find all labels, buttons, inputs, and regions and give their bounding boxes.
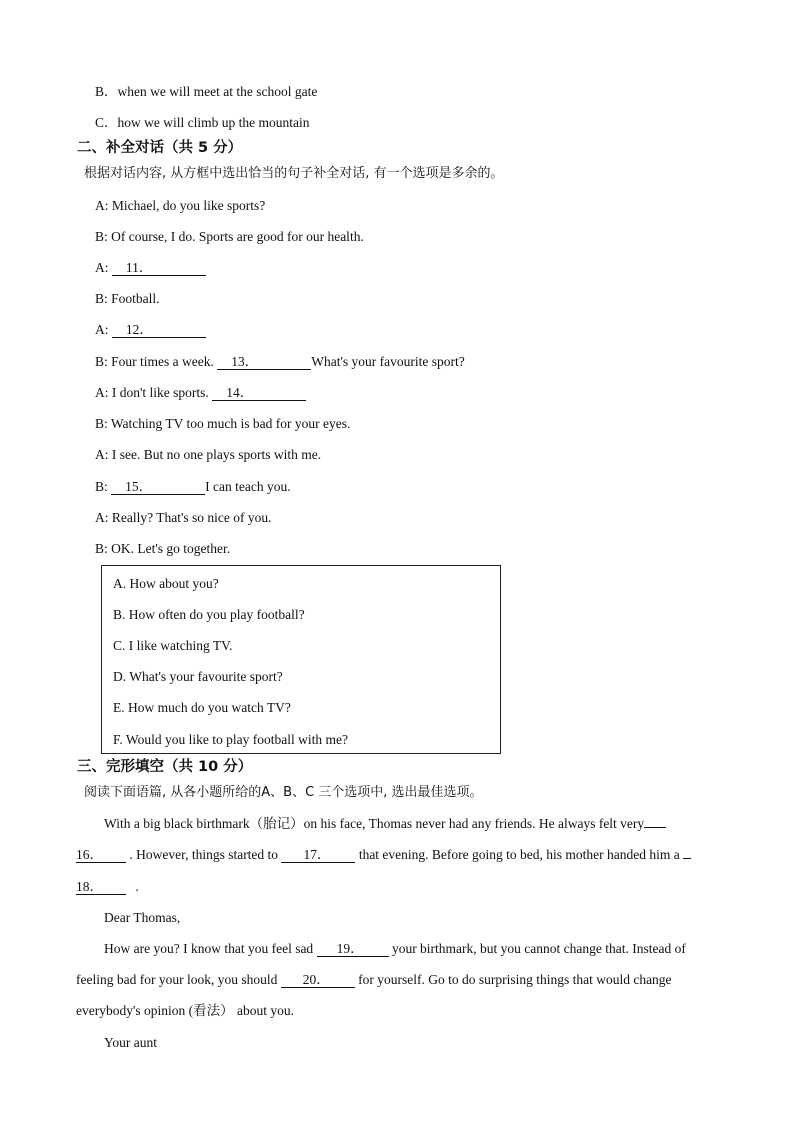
option-a: A. How about you? (113, 576, 219, 591)
dialogue-line: B: Football. (95, 291, 160, 306)
dialogue-line (95, 260, 206, 276)
dialogue-line: A: I see. But no one plays sports with me. (95, 447, 322, 462)
option-b: B. How often do you play football? (113, 607, 305, 622)
option-f: F. Would you like to play football with me? (113, 732, 348, 747)
blank-16-lead (644, 827, 666, 828)
blank-19: 19． (317, 942, 389, 957)
dialogue-text: What's your favourite sport? (311, 354, 465, 369)
option-e: E. How much do you watch TV? (113, 700, 291, 715)
passage-text: your birthmark, but you cannot change that. Instead of (391, 941, 686, 956)
passage-line (76, 972, 672, 988)
dialogue-line: A: Really? That's so nice of you. (95, 510, 272, 525)
passage-text: that evening. Before going to bed, his mother handed him a (358, 847, 680, 862)
passage-text: for yourself. Go to do surprising things that would change (358, 972, 672, 987)
dialogue-line (95, 479, 291, 495)
dialogue-line: B: Of course, I do. Sports are good for our health. (95, 229, 364, 244)
option-c: C. I like watching TV. (113, 638, 233, 653)
speaker-label: A: (95, 322, 109, 337)
option-d: D. What's your favourite sport? (113, 669, 283, 684)
speaker-label: A: (95, 260, 109, 275)
options-box (101, 565, 501, 754)
dialogue-line (95, 385, 306, 401)
blank-14: 14． (212, 386, 306, 401)
passage-text: feeling bad for your look, you should (76, 972, 278, 987)
speaker-label: B: (95, 479, 108, 494)
dialogue-line (95, 322, 206, 338)
section3-instruction: 阅读下面语篇, 从各小题所给的A、B、C 三个选项中, 选出最佳选项。 (84, 785, 483, 800)
blank-20: 20． (281, 973, 355, 988)
letter-salutation: Dear Thomas, (104, 910, 181, 925)
letter-closing: Your aunt (104, 1035, 158, 1050)
passage-line (76, 879, 139, 895)
passage-line (104, 941, 686, 957)
section2-instruction: 根据对话内容, 从方框中选出恰当的句子补全对话, 有一个选项是多余的。 (84, 166, 504, 181)
dialogue-text: A: I don't like sports. (95, 385, 209, 400)
blank-15: 15． (111, 480, 205, 495)
dialogue-line: B: OK. Let's go together. (95, 541, 231, 556)
blank-18: 18． (76, 880, 126, 895)
blank-12: 12． (112, 323, 206, 338)
dialogue-text: I can teach you. (205, 479, 291, 494)
dialogue-line: B: Watching TV too much is bad for your eyes. (95, 416, 351, 431)
passage-text: . However, things started to (129, 847, 279, 862)
dialogue-line (95, 354, 465, 370)
section3-title: 三、完形填空（共 10 分） (77, 759, 253, 775)
passage-text: With a big black birthmark（胎记）on his face, Thomas never had any friends. He always felt very (104, 816, 645, 831)
blank-13: 13． (217, 355, 311, 370)
period-mark: . (135, 879, 139, 894)
blank-16: 16． (76, 848, 126, 863)
blank-18-lead (683, 858, 691, 859)
passage-line: everybody's opinion (看法） about you. (76, 1003, 295, 1018)
section2-title: 二、补全对话（共 5 分） (77, 140, 243, 156)
passage-line (104, 816, 666, 832)
prev-option-c: C．how we will climb up the mountain (95, 115, 310, 130)
blank-11: 11． (112, 261, 206, 276)
dialogue-text: B: Four times a week. (95, 354, 214, 369)
dialogue-line: A: Michael, do you like sports? (95, 198, 266, 213)
passage-text: How are you? I know that you feel sad (104, 941, 314, 956)
prev-option-b: B．when we will meet at the school gate (95, 84, 318, 99)
passage-line (76, 847, 691, 863)
blank-17: 17． (281, 848, 355, 863)
